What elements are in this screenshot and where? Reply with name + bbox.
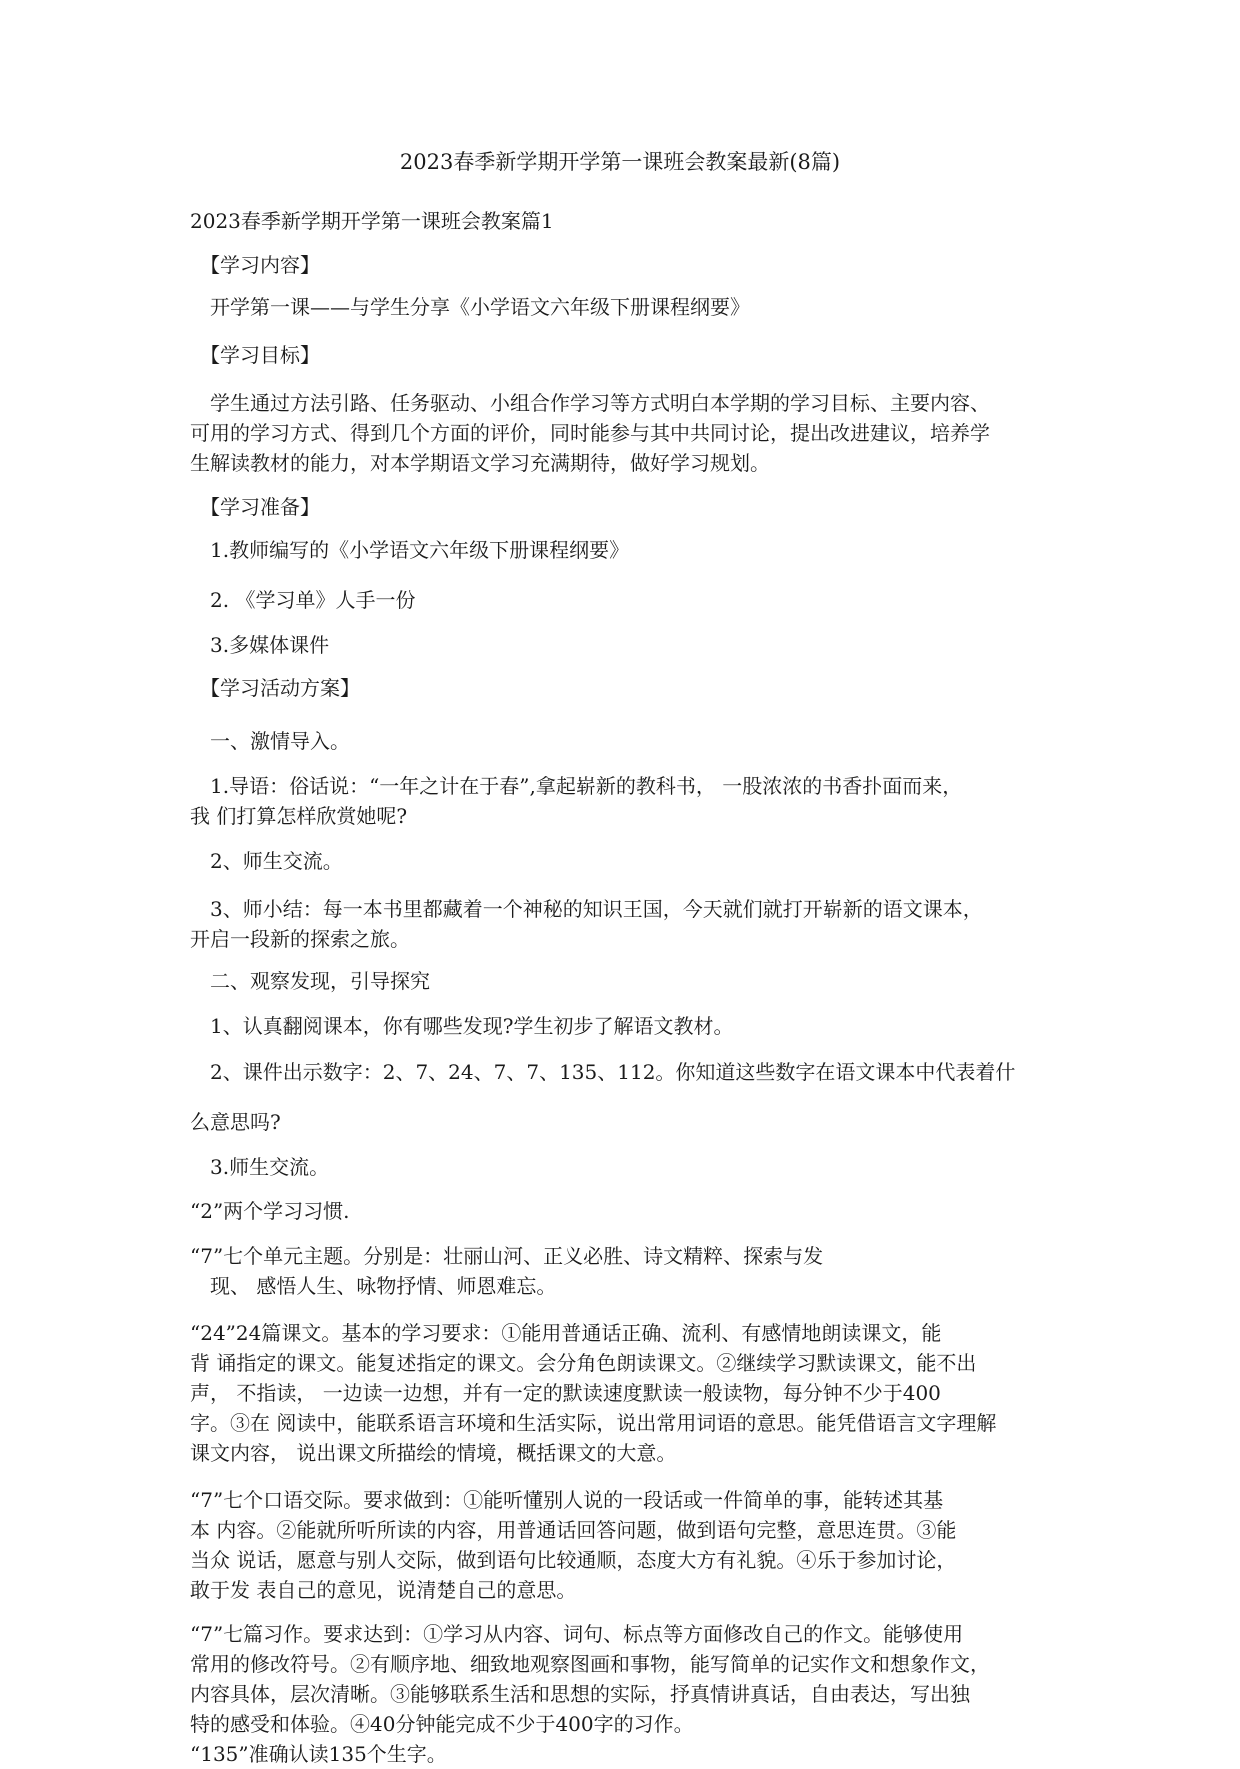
paragraph-line: 特的感受和体验。④40分钟能完成不少于400字的习作。 — [190, 1712, 694, 1736]
paragraph-line: 当众 说话，愿意与别人交际，做到语句比较通顺，态度大方有礼貌。④乐于参加讨论， — [190, 1548, 957, 1572]
paragraph-line: 么意思吗? — [190, 1110, 281, 1134]
document-title: 2023春季新学期开学第一课班会教案最新(8篇) — [399, 150, 841, 174]
paragraph-line: 敢于发 表自己的意见，说清楚自己的意思。 — [190, 1578, 577, 1602]
paragraph-line: “7”七个口语交际。要求做到：①能听懂别人说的一段话或一件简单的事，能转述其基 — [190, 1488, 944, 1512]
paragraph-line: 背 诵指定的课文。能复述指定的课文。会分角色朗读课文。②继续学习默读课文，能不出 — [190, 1351, 977, 1375]
paragraph-line: “7”七个单元主题。分别是：壮丽山河、正义必胜、诗文精粹、探索与发 — [190, 1244, 824, 1268]
heading-study-prep: 【学习准备】 — [200, 495, 320, 519]
paragraph-line: 生解读教材的能力，对本学期语文学习充满期待，做好学习规划。 — [190, 451, 770, 475]
heading-study-content: 【学习内容】 — [200, 253, 320, 277]
list-item: 1.教师编写的《小学语文六年级下册课程纲要》 — [210, 538, 630, 562]
paragraph-line: 开学第一课——与学生分享《小学语文六年级下册课程纲要》 — [210, 295, 750, 319]
heading-study-goals: 【学习目标】 — [200, 343, 320, 367]
paragraph-line: 1、认真翻阅课本，你有哪些发现?学生初步了解语文教材。 — [210, 1014, 734, 1038]
paragraph-line: 1.导语：俗话说：“一年之计在于春”,拿起崭新的教科书， 一股浓浓的书香扑面而来， — [210, 774, 963, 798]
paragraph-line: 2、课件出示数字：2、7、24、7、7、135、112。你知道这些数字在语文课本中代表着什 — [210, 1060, 1016, 1084]
subheading: 二、观察发现，引导探究 — [210, 969, 430, 993]
paragraph-line: 学生通过方法引路、任务驱动、小组合作学习等方式明白本学期的学习目标、主要内容、 — [210, 391, 990, 415]
section-heading: 2023春季新学期开学第一课班会教案篇1 — [190, 209, 554, 233]
paragraph-line: 2、师生交流。 — [210, 849, 343, 873]
paragraph-line: 3、师小结：每一本书里都藏着一个神秘的知识王国，今天就们就打开崭新的语文课本， — [210, 897, 983, 921]
paragraph-line: 开启一段新的探索之旅。 — [190, 927, 410, 951]
paragraph-line: “135”准确认读135个生字。 — [190, 1742, 447, 1766]
list-item: 2. 《学习单》人手一份 — [210, 588, 416, 612]
paragraph-line: 内容具体，层次清晰。③能够联系生活和思想的实际，抒真情讲真话，自由表达，写出独 — [190, 1682, 970, 1706]
subheading: 一、激情导入。 — [210, 729, 350, 753]
paragraph-line: 我 们打算怎样欣赏她呢? — [190, 804, 408, 828]
paragraph-line: 声， 不指读， 一边读一边想，并有一定的默读速度默读一般读物，每分钟不少于400 — [190, 1381, 941, 1405]
list-item: 3.多媒体课件 — [210, 633, 330, 657]
paragraph-line: 课文内容， 说出课文所描绘的情境，概括课文的大意。 — [190, 1441, 677, 1465]
heading-activity-plan: 【学习活动方案】 — [200, 676, 360, 700]
paragraph-line: 本 内容。②能就所听所读的内容，用普通话回答问题，做到语句完整，意思连贯。③能 — [190, 1518, 957, 1542]
paragraph-line: “7”七篇习作。要求达到：①学习从内容、词句、标点等方面修改自己的作文。能够使用 — [190, 1622, 964, 1646]
paragraph-line: 3.师生交流。 — [210, 1155, 330, 1179]
paragraph-line: “2”两个学习习惯. — [190, 1199, 350, 1223]
paragraph-line: “24”24篇课文。基本的学习要求：①能用普通话正确、流利、有感情地朗读课文，能 — [190, 1321, 942, 1345]
paragraph-line: 常用的修改符号。②有顺序地、细致地观察图画和事物，能写简单的记实作文和想象作文， — [190, 1652, 990, 1676]
paragraph-line: 字。③在 阅读中，能联系语言环境和生活实际，说出常用词语的意思。能凭借语言文字理解 — [190, 1411, 997, 1435]
paragraph-line: 现、 感悟人生、咏物抒情、师恩难忘。 — [210, 1274, 557, 1298]
paragraph-line: 可用的学习方式、得到几个方面的评价，同时能参与其中共同讨论，提出改进建议，培养学 — [190, 421, 990, 445]
